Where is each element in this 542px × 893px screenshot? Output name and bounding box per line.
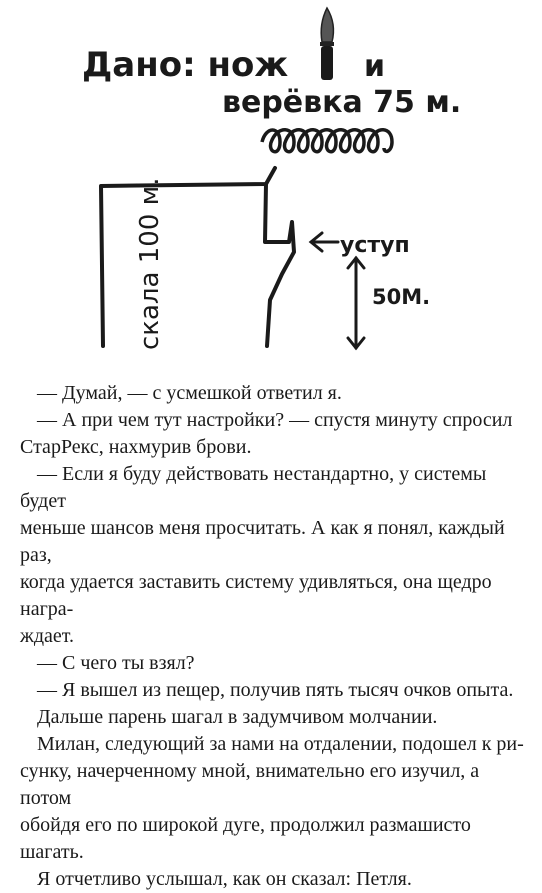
paragraph-line: ждает. xyxy=(20,625,74,647)
paragraph-line: когда удается заставить систему удивляться, она щедро награ- xyxy=(20,571,492,620)
sketch-ledge-height: 50М. xyxy=(372,285,431,309)
paragraph-line: Милан, следующий за нами на отдалении, подошел к ри- xyxy=(37,733,524,755)
sketch-and-text: и xyxy=(364,49,386,84)
paragraph-line: — Если я буду действовать нестандартно, у системы будет xyxy=(20,463,487,512)
paragraph-line: обойдя его по широкой дуге, продолжил размашисто шагать. xyxy=(20,814,471,863)
sketch-rope-text: верёвка 75 м. xyxy=(222,85,462,120)
paragraph-line: СтарРекс, нахмурив брови. xyxy=(20,436,252,458)
story-text xyxy=(20,380,530,893)
paragraph-line: сунку, начерченному мной, внимательно его изучил, а потом xyxy=(20,760,480,809)
hand-drawn-sketch xyxy=(0,0,542,375)
cliff-outline xyxy=(101,168,294,346)
rope-icon xyxy=(262,130,392,152)
paragraph-line: Дальше парень шагал в задумчивом молчании. xyxy=(37,706,438,728)
sketch-given-text: Дано: нож xyxy=(82,45,289,85)
paragraph-line: — Я вышел из пещер, получив пять тысяч очков опыта. xyxy=(37,679,514,701)
sketch-ledge-label: уступ xyxy=(340,233,410,258)
paragraph-line: — А при чем тут настройки? — спустя минуту спросил xyxy=(37,409,513,431)
knife-icon xyxy=(320,8,334,80)
ledge-arrow xyxy=(311,233,338,251)
height-arrow xyxy=(348,258,364,348)
paragraph-line: Я отчетливо услышал, как он сказал: Петля. xyxy=(37,868,412,890)
sketch-cliff-label: скала 100 м. xyxy=(135,177,165,350)
paragraph-line: меньше шансов меня просчитать. А как я понял, каждый раз, xyxy=(20,517,505,566)
paragraph-line: — Думай, — с усмешкой ответил я. xyxy=(37,382,342,404)
paragraph-line: — С чего ты взял? xyxy=(37,652,195,674)
